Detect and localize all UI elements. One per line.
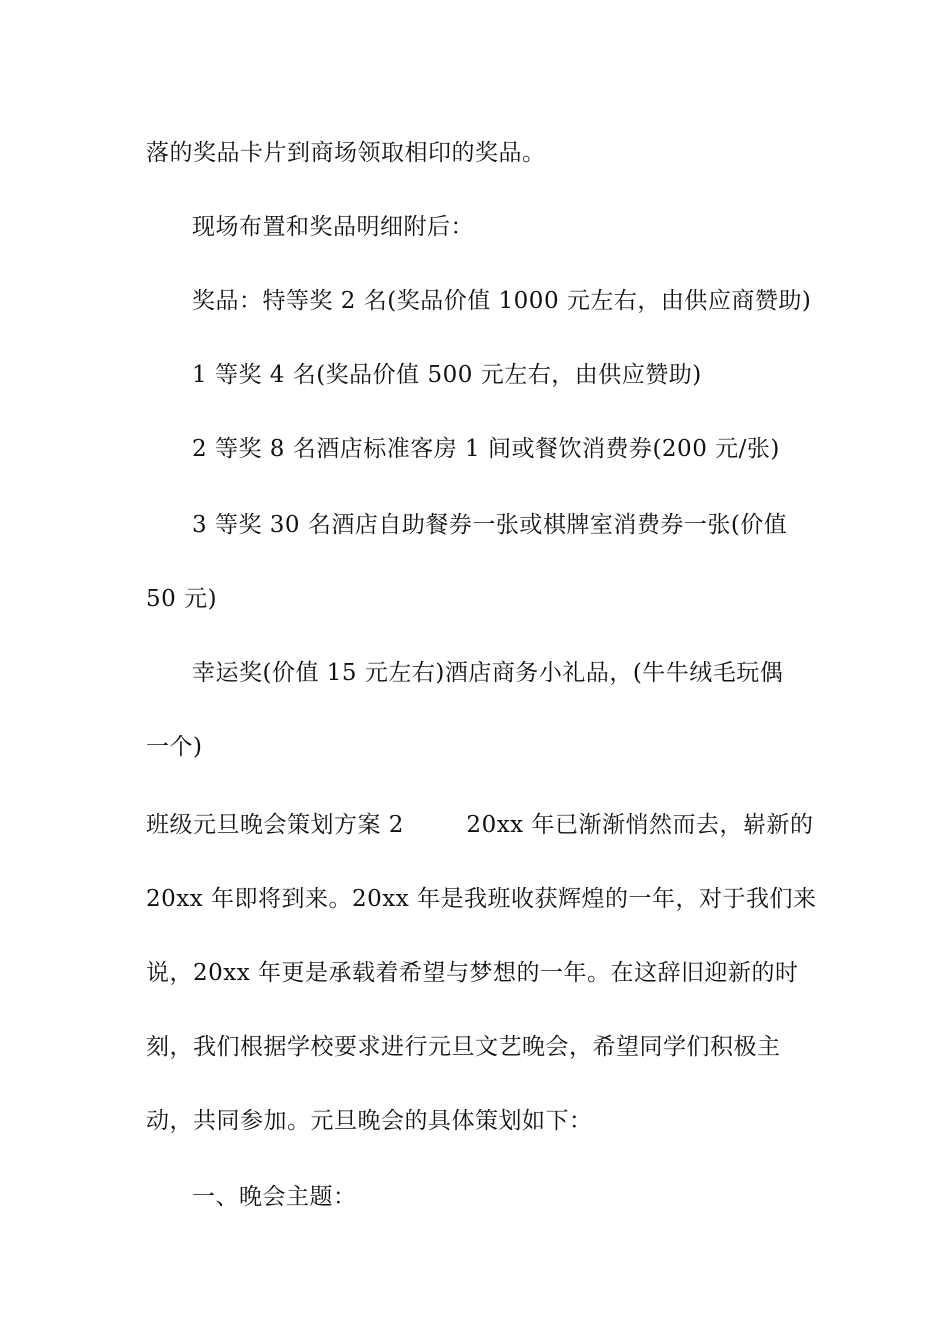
text-line: 落的奖品卡片到商场领取相印的奖品。 [146,140,546,166]
text-line: 3 等奖 30 名酒店自助餐券一张或棋牌室消费券一张(价值 [192,512,788,538]
text-line: 说，20xx 年更是承载着希望与梦想的一年。在这辞旧迎新的时 [146,960,799,986]
text-line: 2 等奖 8 名酒店标准客房 1 间或餐饮消费券(200 元/张) [192,436,780,462]
text-line: 20xx 年即将到来。20xx 年是我班收获辉煌的一年，对于我们来 [146,886,817,912]
text-line: 奖品：特等奖 2 名(奖品价值 1000 元左右，由供应商赞助) [192,288,812,314]
text-line: 1 等奖 4 名(奖品价值 500 元左右，由供应赞助) [192,362,702,388]
text-line: 动，共同参加。元旦晚会的具体策划如下： [146,1108,593,1134]
text-line: 幸运奖(价值 15 元左右)酒店商务小礼品，(牛牛绒毛玩偶 [192,660,784,686]
text-line: 班级元旦晚会策划方案 2 20xx 年已渐渐悄然而去，崭新的 [146,812,814,838]
text-line: 刻，我们根据学校要求进行元旦文艺晚会，希望同学们积极主 [146,1034,781,1060]
section-heading: 一、晚会主题： [192,1184,357,1210]
text-line: 一个) [146,734,203,760]
text-line: 50 元) [146,586,218,612]
text-line: 现场布置和奖品明细附后： [192,214,474,240]
